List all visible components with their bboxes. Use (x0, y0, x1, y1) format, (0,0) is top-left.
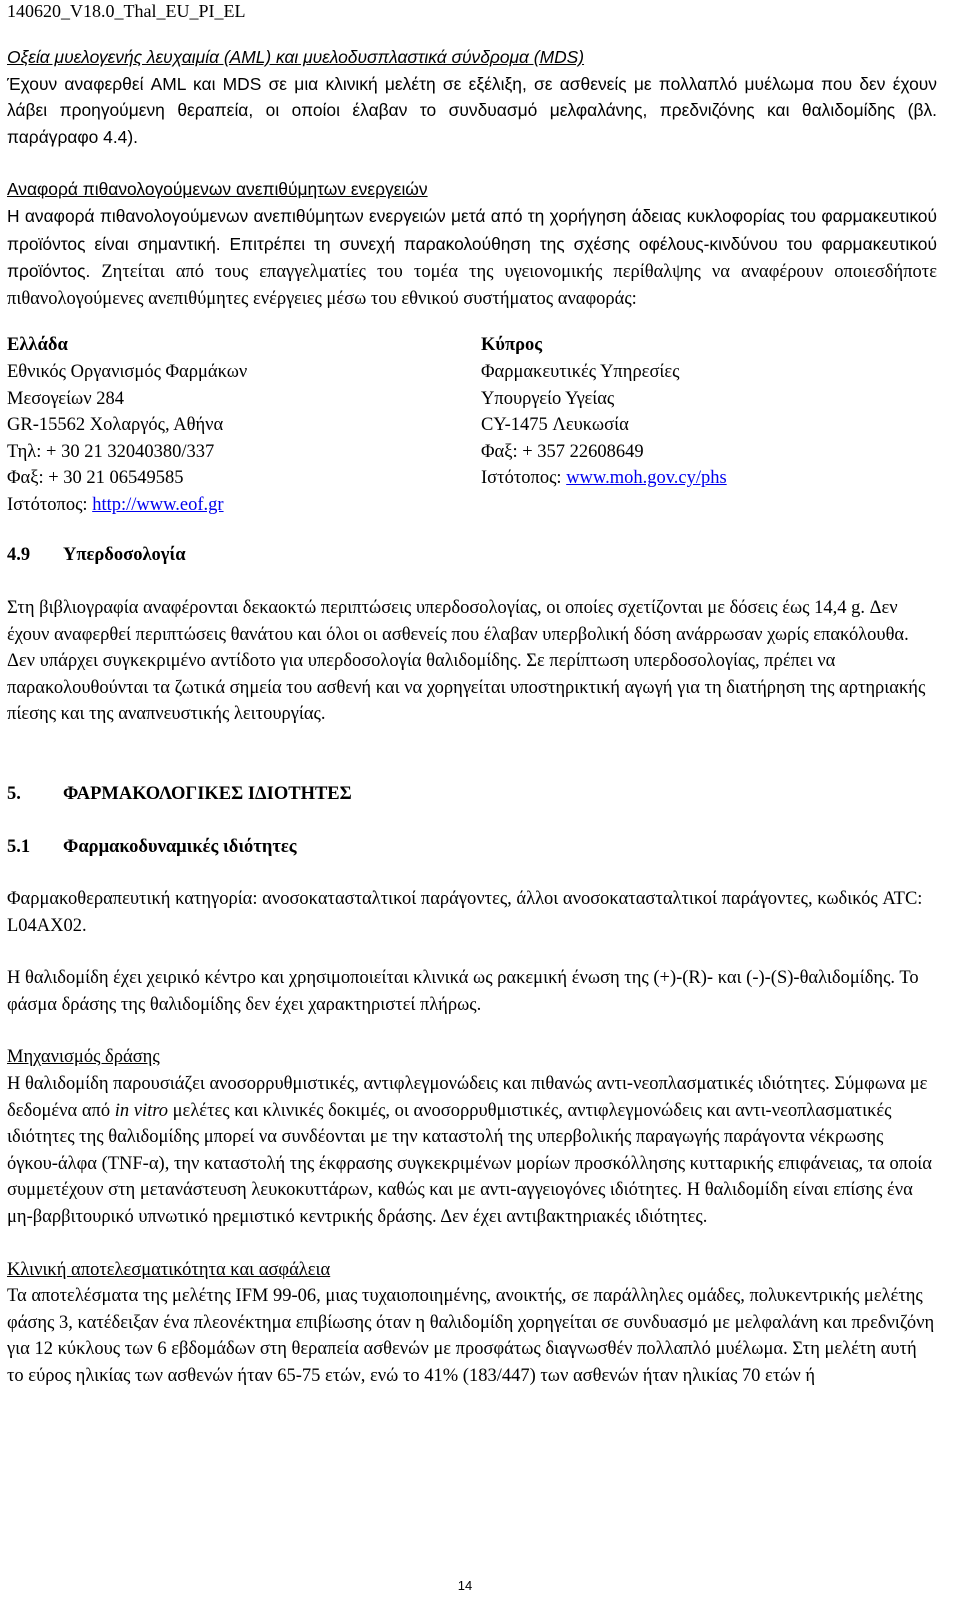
cyprus-web-label: Ιστότοπος: (481, 468, 567, 489)
mechanism-heading: Μηχανισμός δράσης (7, 1047, 160, 1068)
cyprus-fax: Φαξ: + 357 22608649 (481, 441, 644, 462)
greece-fax: Φαξ: + 30 21 06549585 (7, 468, 184, 489)
greece-city: GR-15562 Χολαργός, Αθήνα (7, 415, 224, 436)
greece-web-label: Ιστότοπος: (7, 494, 93, 515)
mechanism-text (7, 1071, 937, 1231)
section-title: Φαρμακοδυναμικές ιδιότητες (63, 836, 297, 857)
greece-contact (7, 332, 247, 518)
section-number: 4.9 (7, 545, 31, 566)
greece-org: Εθνικός Οργανισμός Φαρμάκων (7, 361, 248, 382)
aml-mds-heading: Οξεία μυελογενής λευχαιμία (AML) και μυελοδυσπλαστικά σύνδρομα (MDS) (7, 47, 585, 67)
section-title: Υπερδοσολογία (63, 545, 186, 566)
cyprus-ministry: Υπουργείο Υγείας (481, 388, 615, 409)
section-4-9-heading (7, 542, 937, 569)
cyprus-country: Κύπρος (481, 335, 543, 356)
cyprus-city: CY-1475 Λευκωσία (481, 415, 629, 436)
efficacy-heading: Κλινική αποτελεσματικότητα και ασφάλεια (7, 1259, 331, 1280)
chirality-text: Η θαλιδομίδη έχει χειρικό κέντρο και χρησιμοποιείται κλινικά ως ρακεμική ένωση της (+)-(R)- και (-)-(S)-θαλιδομίδης. Το φάσμα δράσης της θαλιδομίδης δεν έχει χαρακτηριστεί πλήρως. (7, 968, 919, 1015)
section-5-1-heading (7, 834, 937, 861)
greece-street: Μεσογείων 284 (7, 388, 124, 409)
mechanism-text-italic: in vitro (114, 1100, 169, 1121)
section-number: 5.1 (7, 836, 31, 857)
section-title: ΦΑΡΜΑΚΟΛΟΓΙΚΕΣ ΙΔΙΟΤΗΤΕΣ (63, 783, 352, 804)
mechanism-text-a: Η θαλιδομίδη παρουσιάζει ανοσορρυθμιστικές, αντιφλεγμονώδεις και πιθανώς αντι-νεοπλασματικές ιδιότητες. Σύμφωνα με δεδομένα από (7, 1074, 928, 1121)
reporting-text (7, 203, 937, 312)
overdose-text: Στη βιβλιογραφία αναφέρονται δεκαοκτώ περιπτώσεις υπερδοσολογίας, οι οποίες σχετίζονται με δόσεις έως 14,4 g. Δεν έχουν αναφερθεί περιπτώσεις θανάτου και όλοι οι ασθενείς που έλαβαν υπερβολική δόση ανάρρωσαν χωρίς επακόλουθα. Δεν υπάρχει συγκεκριμένο αντίδοτο για υπερδοσολογία θαλιδομίδης. Σε περίπτωση υπερδοσολογίας, πρέπει να παρακολουθούνται τα ζωτικά σημεία του ασθενή και να χορηγείται υποστηρικτική αγωγή για τη διατήρηση της αρτηριακής πίεσης και της αναπνευστικής λειτουργίας. (7, 597, 926, 725)
greece-phone: Τηλ: + 30 21 32040380/337 (7, 441, 215, 462)
document-code: 140620_V18.0_Thal_EU_PI_EL (7, 1, 246, 21)
reporting-heading: Αναφορά πιθανολογούμενων ανεπιθύμητων ενεργειών (7, 179, 428, 200)
pharmacotherapeutic-group: Φαρμακοθεραπευτική κατηγορία: ανοσοκατασταλτικοί παράγοντες, άλλοι ανοσοκατασταλτικοί παράγοντες, κωδικός ATC: L04AX02. (7, 889, 923, 936)
cyprus-contact (481, 332, 727, 492)
reporting-text-serif: Ζητείται από τους επαγγελματίες του τομέα της υγειονομικής περίθαλψης να αναφέρουν οποιεσδήποτε πιθανολογούμενες ανεπιθύμητες ενέργειες μέσω του εθνικού συστήματος αναφοράς: (7, 262, 937, 309)
section-number: 5. (7, 783, 21, 804)
section-5-heading (7, 781, 937, 808)
aml-mds-text: Έχουν αναφερθεί AML και MDS σε μια κλινική μελέτη σε εξέλιξη, σε ασθενείς με πολλαπλό μυέλωμα που δεν έχουν λάβει προηγούμενη θεραπεία, οι οποίοι έλαβαν το συνδυασμό μελφαλάνης, πρεδνιζόνης και θαλιδομίδης (βλ. παράγραφο 4.4). (7, 73, 937, 147)
cyprus-website (481, 465, 727, 492)
greece-web-link[interactable]: http://www.eof.gr (92, 494, 224, 515)
document-page (7, 0, 937, 1390)
cyprus-web-link[interactable]: www.moh.gov.cy/phs (566, 468, 727, 489)
greece-website (7, 492, 247, 519)
contacts-block (7, 332, 937, 522)
page-number: 14 (457, 1578, 473, 1593)
efficacy-text: Τα αποτελέσματα της μελέτης IFM 99-06, μιας τυχαιοποιημένης, ανοικτής, σε παράλληλες ομάδες, πολυκεντρικής μελέτης φάσης 3, κατέδειξαν ένα πλεονέκτημα επιβίωσης όταν η θαλιδομίδη χορηγείται σε συνδυασμό με μελφαλάνη και πρεδνιζόνη για 12 κύκλους των 6 εβδομάδων στη θεραπεία ασθενών με προσφάτως διαγνωσθέν πολλαπλό μυέλωμα. Στη μελέτη αυτή το εύρος ηλικίας των ασθενών ήταν 65-75 ετών, ενώ το 41% (183/447) των ασθενών ήταν ηλικίας 70 ετών ή (7, 1286, 935, 1386)
mechanism-text-b: μελέτες και κλινικές δοκιμές, οι ανοσορρυθμιστικές, αντιφλεγμονώδεις και αντι-νεοπλασματικές ιδιότητες της θαλιδομίδης μπορεί να συνδέονται με την καταστολή της υπερβολικής παραγωγής παράγοντα νέκρωσης όγκου-άλφα (TNF-α), την καταστολή της έκφρασης συγκεκριμένων μορίων προσκόλλησης κυτταρικής επιφάνειας, τα οποία συμμετέχουν στη μετανάστευση λευκοκυττάρων, καθώς και με αντι-αγγειογόνες ιδιότητες. Η θαλιδομίδη είναι επίσης ένα μη-βαρβιτουρικό υπνωτικό ηρεμιστικό κεντρικής δράσης. Δεν έχει αντιβακτηριακές ιδιότητες. (7, 1100, 932, 1228)
greece-country: Ελλάδα (7, 335, 68, 356)
cyprus-org: Φαρμακευτικές Υπηρεσίες (481, 361, 680, 382)
reporting-text-sans: Η αναφορά πιθανολογούμενων ανεπιθύμητων ενεργειών μετά από τη χορήγηση άδειας κυκλοφορίας του φαρμακευτικού προϊόντος είναι σημαντική. Επιτρέπει τη συνεχή παρακολούθηση της σχέσης οφέλους-κινδύνου του φαρμακευτικού προϊόντος. (7, 205, 937, 282)
